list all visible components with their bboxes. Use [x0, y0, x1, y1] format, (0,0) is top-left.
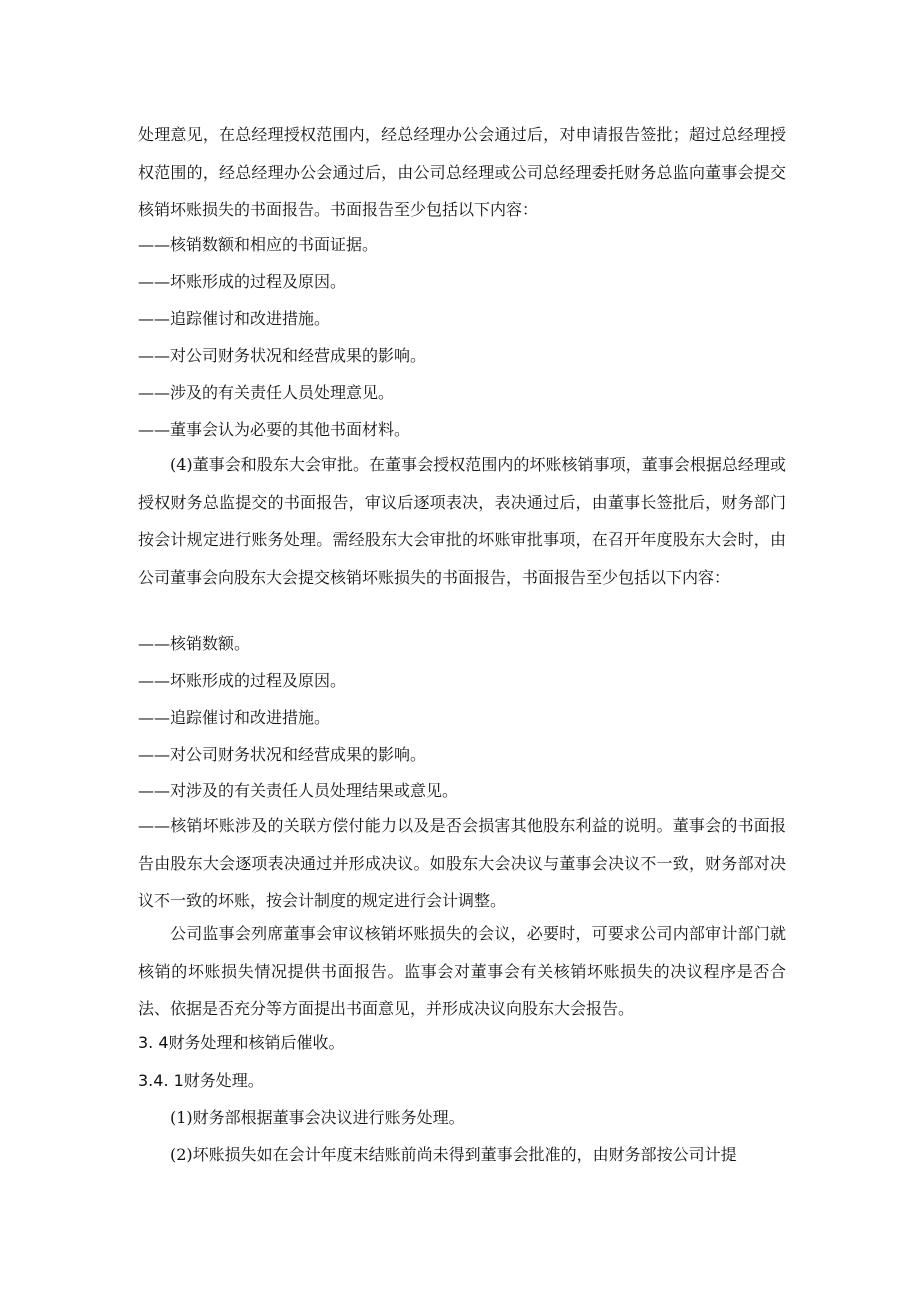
- list-item-bad-debt-cause: ——坏账形成的过程及原因。: [138, 272, 347, 291]
- list-item-writeoff-amount-2: ——核销数额。: [138, 634, 251, 653]
- list-item-bad-debt-cause-2: ——坏账形成的过程及原因。: [138, 671, 347, 690]
- list-item-responsible-persons-2: ——对涉及的有关责任人员处理结果或意见。: [138, 781, 459, 800]
- heading-section-3-4-1: 3.4. 1财务处理。: [138, 1071, 264, 1090]
- list-item-other-materials: ——董事会认为必要的其他书面材料。: [138, 420, 411, 439]
- paragraph-supervisory-board: 公司监事会列席董事会审议核销坏账损失的会议，必要时，可要求公司内部审计部门就核销的坏账损失情况提供书面报告。监事会对董事会有关核销坏账损失的决议程序是否合法、依据是否充分等方面提出书面意见，并形成决议向股东大会报告。: [138, 924, 786, 1019]
- list-item-collection-measures: ——追踪催讨和改进措施。: [138, 309, 331, 328]
- list-item-financial-impact-2: ——对公司财务状况和经营成果的影响。: [138, 745, 427, 764]
- list-item-financial-impact: ——对公司财务状况和经营成果的影响。: [138, 346, 427, 365]
- list-item-responsible-persons: ——涉及的有关责任人员处理意见。: [138, 383, 395, 402]
- list-item-writeoff-amount: ——核销数额和相应的书面证据。: [138, 235, 379, 254]
- paragraph-item-2: (2)坏账损失如在会计年度末结账前尚未得到董事会批准的，由财务部按公司计提: [170, 1145, 737, 1164]
- paragraph-approval-process: 处理意见，在总经理授权范围内，经总经理办公会通过后，对申请报告签批；超过总经理授权范围的，经总经理办公会通过后，由公司总经理或公司总经理委托财务总监向董事会提交核销坏账损失的书面报告。书面报告至少包括以下内容：: [138, 125, 786, 220]
- heading-section-3-4: 3. 4财务处理和核销后催收。: [138, 1033, 345, 1052]
- paragraph-board-shareholder-approval: (4)董事会和股东大会审批。在董事会授权范围内的坏账核销事项，董事会根据总经理或授权财务总监提交的书面报告，审议后逐项表决，表决通过后，由董事长签批后，财务部门按会计规定进行账务处理。需经股东大会审批的坏账审批事项，在召开年度股东大会时，由公司董事会向股东大会提交核销坏账损失的书面报告，书面报告至少包括以下内容：: [138, 455, 786, 587]
- list-item-collection-measures-2: ——追踪催讨和改进措施。: [138, 708, 331, 727]
- paragraph-item-1: (1)财务部根据董事会决议进行账务处理。: [170, 1108, 465, 1127]
- list-item-related-party: ——核销坏账涉及的关联方偿付能力以及是否会损害其他股东利益的说明。董事会的书面报告由股东大会逐项表决通过并形成决议。如股东大会决议与董事会决议不一致，财务部对决议不一致的坏账，按会计制度的规定进行会计调整。: [138, 816, 786, 911]
